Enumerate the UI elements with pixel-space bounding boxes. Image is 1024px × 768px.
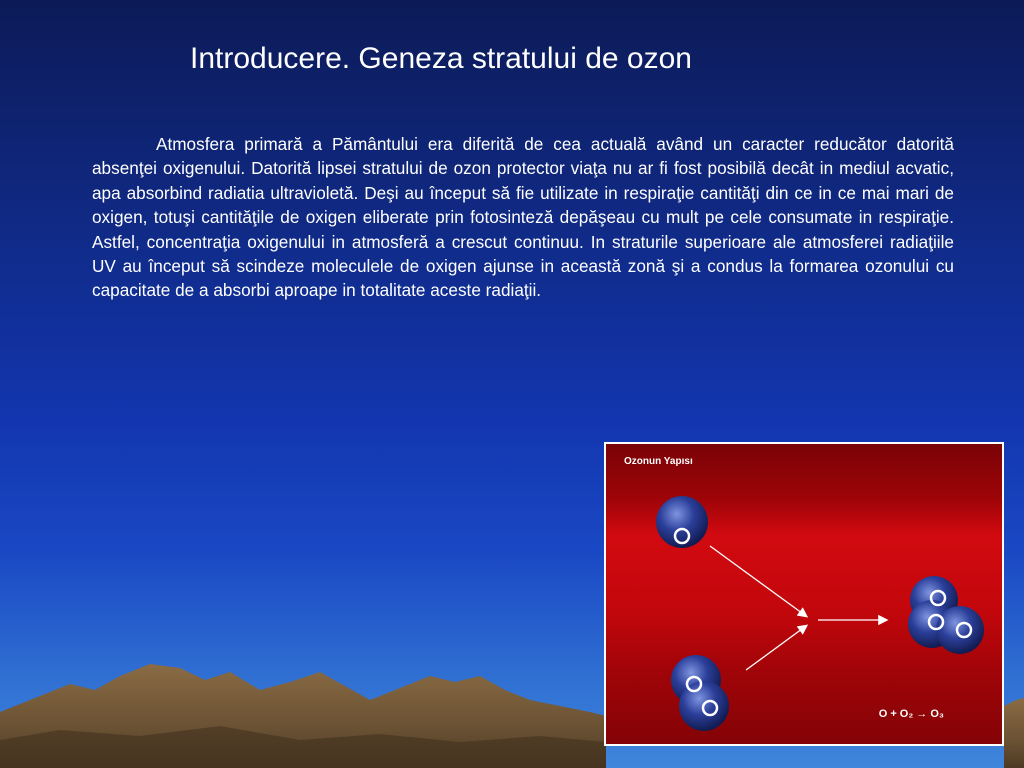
slide-body-paragraph: Atmosfera primară a Pământului era diferită de cea actuală având un caracter reducător datorită absenţei oxigenului. Datorită lipsei stratului de ozon protector viaţa nu ar fi fost posibilă decât in mediul acvatic, apa absorbind radiatia ultravioletă. Deşi au început să fie utilizate in respiraţie cantităţi din ce in ce mai mari de oxigen, totuşi cantităţile de oxigen eliberate prin fotosinteză depăşeau cu mult pe cele consumate in respiraţie. Astfel, concentraţia oxigenului in atmosferă a crescut continuu. In straturile superioare ale atmosferei radiaţiile UV au început să scindeze moleculele de oxigen ajunse in această zonă şi a condus la formarea ozonului cu capacitate de a absorbi aproape in totalitate aceste radiaţii. <box>92 134 954 301</box>
ozone-diagram <box>606 444 1004 746</box>
reaction-equation: O + O₂ → O₃ <box>878 708 944 720</box>
slide-title: Introducere. Geneza stratului de ozon <box>190 42 692 75</box>
figure-title: Ozonun Yapısı <box>624 456 693 467</box>
ozone-structure-figure <box>604 442 1004 746</box>
oxygen-atom <box>656 496 708 548</box>
